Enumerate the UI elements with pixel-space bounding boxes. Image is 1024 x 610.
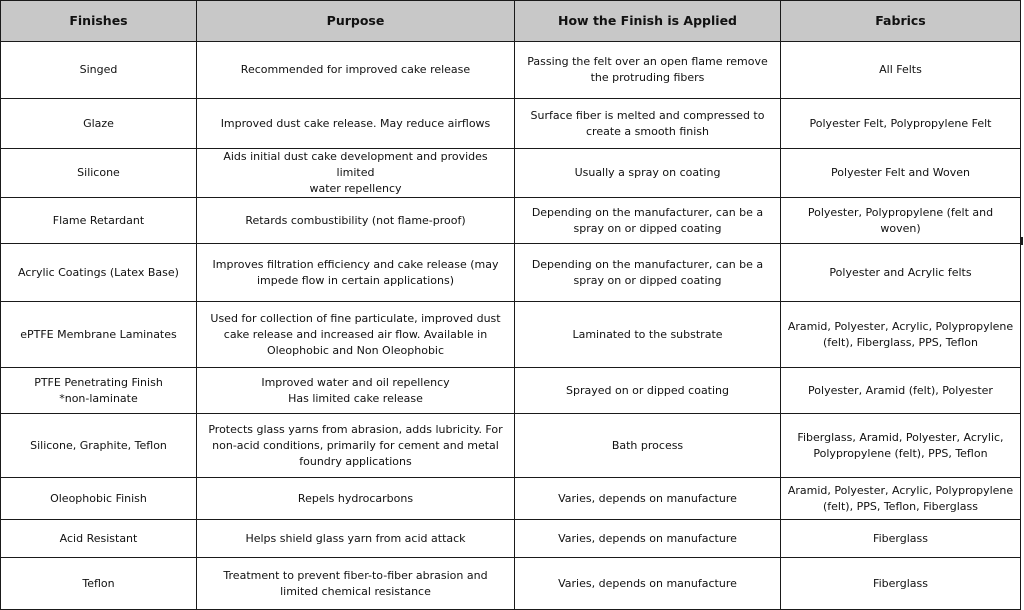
cell-finish <box>1 520 197 558</box>
cell-line: spray on or dipped coating <box>573 221 722 235</box>
cell-line: Recommended for improved cake release <box>240 63 471 76</box>
cell-fabrics <box>781 149 1021 198</box>
cell-how-applied <box>515 414 781 478</box>
cell-finish <box>1 149 197 198</box>
cell-purpose <box>197 42 515 99</box>
cell-line: Improves filtration efficiency and cake release (may <box>212 257 499 271</box>
table-row <box>1 244 1021 302</box>
cell-purpose <box>197 558 515 610</box>
cell-line: Laminated to the substrate <box>572 327 723 341</box>
cell-line: Fiberglass, Aramid, Polyester, Acrylic, <box>797 430 1004 444</box>
cell-fabrics <box>781 198 1021 244</box>
cell-line: Teflon <box>82 576 115 590</box>
cell-line: Polyester and Acrylic felts <box>829 265 972 279</box>
cell-purpose <box>197 198 515 244</box>
cell-fabrics <box>781 558 1021 610</box>
cell-finish <box>1 198 197 244</box>
cell-line: Polypropylene (felt), PPS, Teflon <box>813 446 988 460</box>
cell-line: cake release and increased air flow. Available in <box>223 327 488 341</box>
cell-line: Passing the felt over an open flame remove <box>527 55 768 68</box>
cell-line: create a smooth finish <box>586 124 709 138</box>
cell-fabrics <box>781 244 1021 302</box>
cell-line: Oleophobic Finish <box>50 491 147 505</box>
cell-how-applied <box>515 558 781 610</box>
cell-fabrics <box>781 368 1021 414</box>
cell-line: non-acid conditions, primarily for cement and metal <box>212 438 499 452</box>
cell-line: Has limited cake release <box>288 391 423 405</box>
header-finishes: Finishes <box>1 1 197 42</box>
cell-line: Glaze <box>83 116 114 130</box>
cell-fabrics <box>781 99 1021 149</box>
cell-finish <box>1 244 197 302</box>
cell-line: Improved dust cake release. May reduce airflows <box>220 116 491 130</box>
cell-line: impede flow in certain applications) <box>256 273 455 287</box>
cell-finish <box>1 558 197 610</box>
cell-fabrics <box>781 42 1021 99</box>
cell-line: Aids initial dust cake development and provides limited <box>223 150 488 179</box>
cell-line: Surface fiber is melted and compressed to <box>530 108 765 122</box>
cell-line: Polyester, Polypropylene (felt and woven) <box>807 205 994 235</box>
cell-how-applied <box>515 149 781 198</box>
cell-line: Used for collection of fine particulate, improved dust <box>210 311 501 325</box>
cell-line: (felt), Fiberglass, PPS, Teflon <box>823 335 978 349</box>
cell-line: Acrylic Coatings (Latex Base) <box>18 265 179 279</box>
cell-line: Sprayed on or dipped coating <box>565 383 730 397</box>
cell-line: Varies, depends on manufacture <box>558 491 737 505</box>
table-row <box>1 149 1021 198</box>
cell-fabrics <box>781 520 1021 558</box>
cell-purpose <box>197 244 515 302</box>
cell-purpose <box>197 149 515 198</box>
table-row <box>1 368 1021 414</box>
table-body <box>1 42 1021 610</box>
table-row <box>1 520 1021 558</box>
cell-fabrics <box>781 302 1021 368</box>
header-fabrics: Fabrics <box>781 1 1021 42</box>
cell-purpose <box>197 302 515 368</box>
cell-line: Treatment to prevent fiber-to-fiber abrasion and <box>223 568 488 582</box>
cell-finish <box>1 302 197 368</box>
cell-how-applied <box>515 244 781 302</box>
cell-line: Helps shield glass yarn from acid attack <box>245 531 466 545</box>
cell-line: Varies, depends on manufacture <box>558 576 737 590</box>
header-row <box>1 1 1021 42</box>
cell-line: ePTFE Membrane Laminates <box>20 327 177 341</box>
cell-line: Singed <box>79 63 118 76</box>
cell-line: limited chemical resistance <box>280 584 431 598</box>
cell-how-applied <box>515 520 781 558</box>
cell-purpose <box>197 520 515 558</box>
cell-line: Aramid, Polyester, Acrylic, Polypropylene <box>787 483 1014 497</box>
cell-line: Polyester, Aramid (felt), Polyester <box>808 383 993 397</box>
cell-line: water repellency <box>309 182 402 195</box>
cell-line: Protects glass yarns from abrasion, adds lubricity. For <box>208 422 503 436</box>
cell-how-applied <box>515 99 781 149</box>
cell-line: All Felts <box>879 63 922 76</box>
cell-line: Repels hydrocarbons <box>297 491 414 505</box>
cell-line: Fiberglass <box>873 576 928 590</box>
cell-purpose <box>197 99 515 149</box>
cell-line: Improved water and oil repellency <box>261 375 450 389</box>
table-row <box>1 414 1021 478</box>
cell-finish <box>1 368 197 414</box>
header-purpose: Purpose <box>197 1 515 42</box>
cell-finish <box>1 414 197 478</box>
cell-line: Retards combustibility (not flame-proof) <box>245 213 466 227</box>
cell-line: Polyester Felt, Polypropylene Felt <box>809 116 992 130</box>
cell-purpose <box>197 368 515 414</box>
cell-line: Depending on the manufacturer, can be a <box>531 205 764 219</box>
table-row <box>1 198 1021 244</box>
cell-line: Usually a spray on coating <box>574 166 721 179</box>
cell-how-applied <box>515 198 781 244</box>
cell-line: Bath process <box>611 438 684 452</box>
cell-line: Depending on the manufacturer, can be a <box>531 257 764 271</box>
cell-how-applied <box>515 478 781 520</box>
cell-line: Fiberglass <box>873 531 928 545</box>
table-row <box>1 99 1021 149</box>
cell-finish <box>1 42 197 99</box>
cell-line: Polyester Felt and Woven <box>831 166 970 179</box>
cell-finish <box>1 478 197 520</box>
cell-purpose <box>197 414 515 478</box>
cell-line: Varies, depends on manufacture <box>558 531 737 545</box>
cell-line: Flame Retardant <box>52 213 145 227</box>
cell-line: Silicone, Graphite, Teflon <box>30 438 167 452</box>
cell-line: Oleophobic and Non Oleophobic <box>266 343 445 357</box>
cell-how-applied <box>515 368 781 414</box>
cell-how-applied <box>515 42 781 99</box>
cell-line: the protruding fibers <box>590 71 705 84</box>
cell-fabrics <box>781 478 1021 520</box>
cell-line: spray on or dipped coating <box>573 273 722 287</box>
cell-line: Acid Resistant <box>59 531 138 545</box>
cell-line: Aramid, Polyester, Acrylic, Polypropylene <box>787 319 1014 333</box>
table-row <box>1 302 1021 368</box>
cell-line: Silicone <box>77 166 120 179</box>
cell-line: *non-laminate <box>59 391 138 405</box>
cell-purpose <box>197 478 515 520</box>
header-how-applied: How the Finish is Applied <box>515 1 781 42</box>
edge-marker <box>1021 237 1023 245</box>
cell-line: foundry applications <box>299 454 412 468</box>
cell-fabrics <box>781 414 1021 478</box>
table-row <box>1 42 1021 99</box>
table-row <box>1 558 1021 610</box>
cell-finish <box>1 99 197 149</box>
cell-how-applied <box>515 302 781 368</box>
table-row <box>1 478 1021 520</box>
cell-line: (felt), PPS, Teflon, Fiberglass <box>823 499 978 513</box>
cell-line: PTFE Penetrating Finish <box>34 375 163 389</box>
